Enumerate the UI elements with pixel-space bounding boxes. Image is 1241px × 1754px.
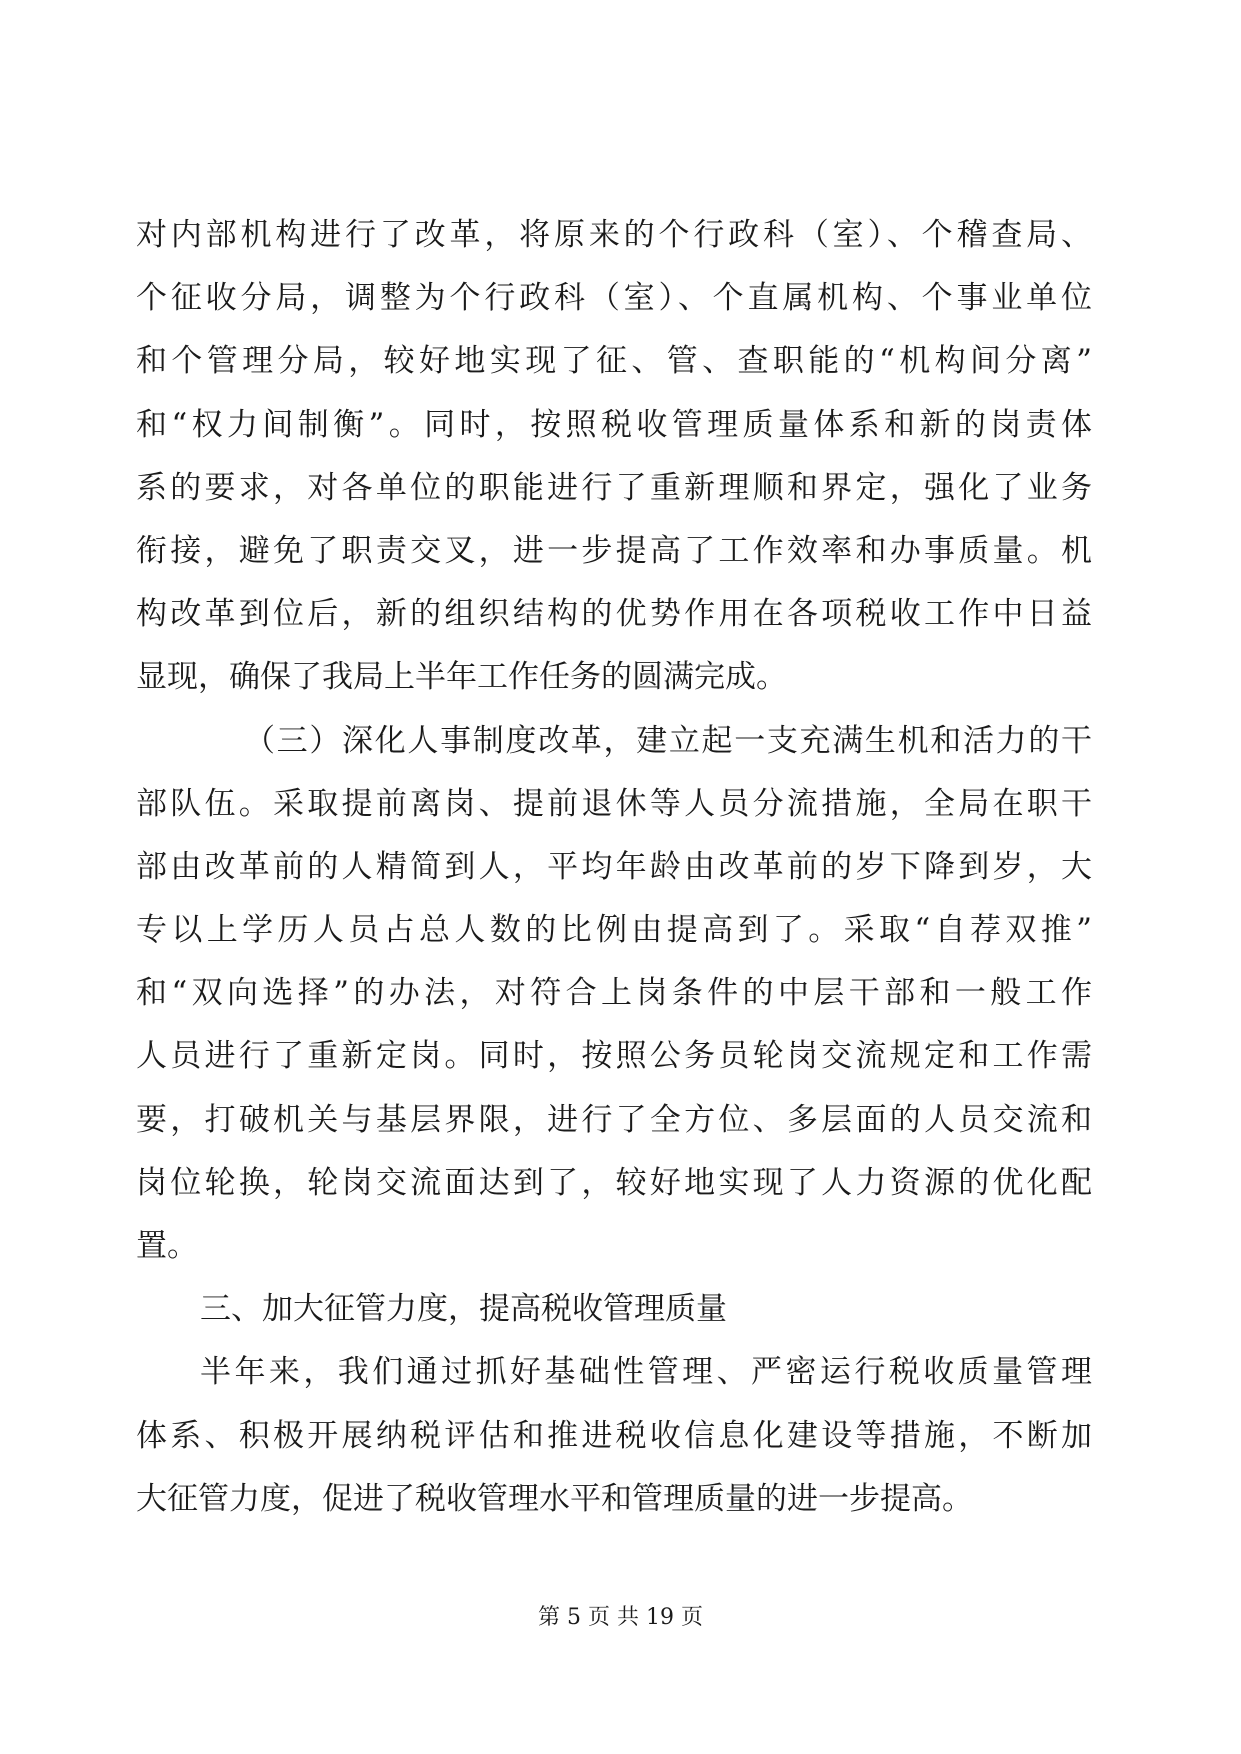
section-heading-line: （三）深化人事制度改革，建立起一支充满生机和活力的干 — [244, 722, 1092, 759]
section-heading: 三、加大征管力度，提高税收管理质量 — [200, 1291, 727, 1328]
text-line: 半年来，我们通过抓好基础性管理、严密运行税收质量管理 — [200, 1354, 1092, 1391]
text-line: 部由改革前的人精简到人，平均年龄由改革前的岁下降到岁，大 — [136, 848, 1092, 885]
text-line: 系的要求，对各单位的职能进行了重新理顺和界定，强化了业务 — [136, 469, 1092, 506]
text-line: 构改革到位后，新的组织结构的优势作用在各项税收工作中日益 — [136, 596, 1092, 633]
text-line: 专以上学历人员占总人数的比例由提高到了。采取“自荐双推” — [136, 912, 1092, 949]
page-number-footer: 第 5 页 共 19 页 — [538, 1605, 703, 1630]
text-line: 人员进行了重新定岗。同时，按照公务员轮岗交流规定和工作需 — [136, 1038, 1092, 1075]
text-line: 岗位轮换，轮岗交流面达到了，较好地实现了人力资源的优化配 — [136, 1164, 1092, 1201]
text-line: 体系、积极开展纳税评估和推进税收信息化建设等措施，不断加 — [136, 1417, 1092, 1454]
text-line: 和“权力间制衡”。同时，按照税收管理质量体系和新的岗责体 — [136, 406, 1092, 443]
text-line: 衔接，避免了职责交叉，进一步提高了工作效率和办事质量。机 — [136, 532, 1092, 569]
text-line: 部队伍。采取提前离岗、提前退休等人员分流措施，全局在职干 — [136, 785, 1092, 822]
text-line: 置。 — [136, 1228, 198, 1264]
text-line: 和“双向选择”的办法，对符合上岗条件的中层干部和一般工作 — [136, 975, 1092, 1012]
text-line: 对内部机构进行了改革，将原来的个行政科（室）、个稽查局、 — [136, 217, 1092, 253]
text-line: 大征管力度，促进了税收管理水平和管理质量的进一步提高。 — [136, 1480, 973, 1517]
text-line: 个征收分局，调整为个行政科（室）、个直属机构、个事业单位 — [136, 280, 1092, 317]
text-line: 和个管理分局，较好地实现了征、管、查职能的“机构间分离” — [136, 343, 1092, 380]
text-line: 要，打破机关与基层界限，进行了全方位、多层面的人员交流和 — [136, 1101, 1092, 1138]
document-body — [136, 204, 1092, 1531]
text-line: 显现，确保了我局上半年工作任务的圆满完成。 — [136, 659, 787, 696]
